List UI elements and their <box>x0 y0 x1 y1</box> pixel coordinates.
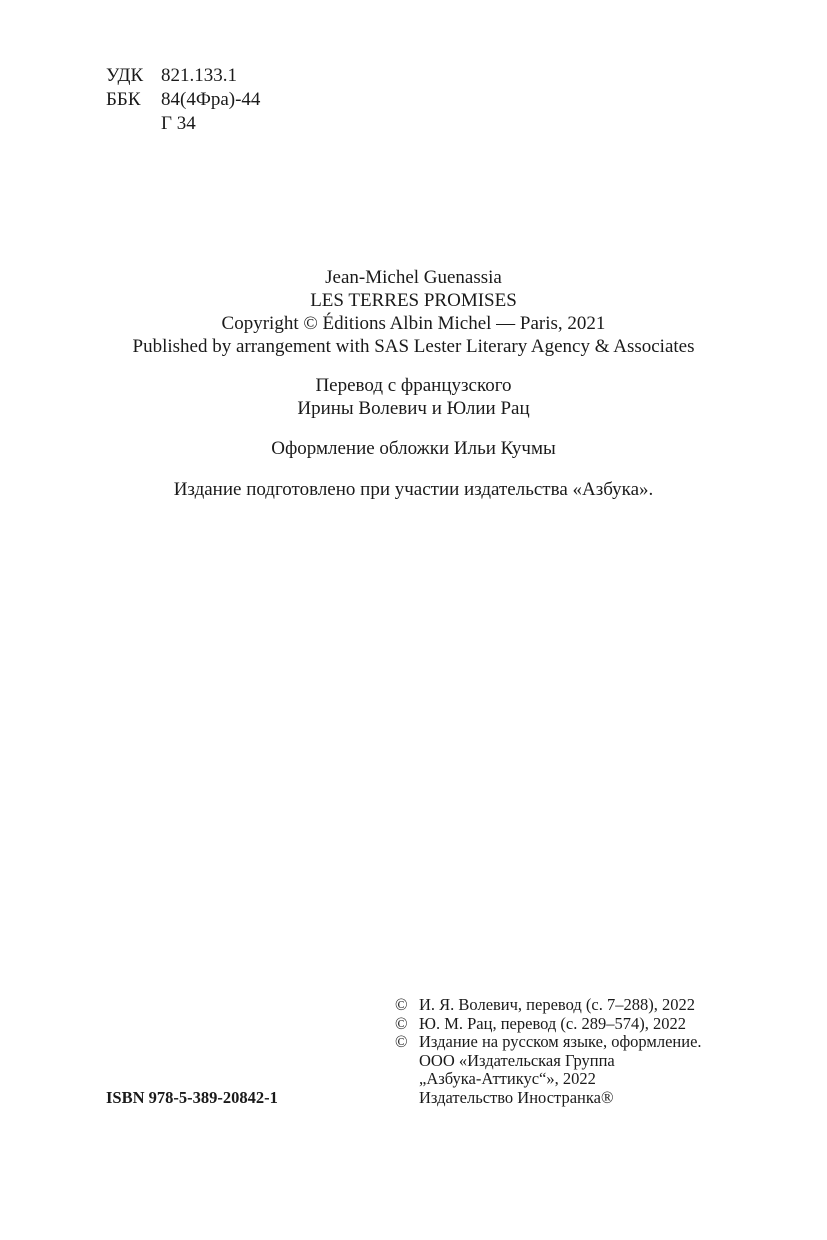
original-author: Jean-Michel Guenassia <box>325 267 502 288</box>
copyright-entry-text: Ю. М. Рац, перевод (с. 289–574), 2022 <box>419 1013 686 1033</box>
classification-block <box>106 64 260 136</box>
original-title: LES TERRES PROMISES <box>310 290 517 311</box>
author-mark <box>106 112 260 136</box>
copyright-entry-text: И. Я. Волевич, перевод (с. 7–288), 2022 <box>419 995 695 1014</box>
copyright-entry-text: Издание на русском языке, оформление. <box>419 1032 702 1052</box>
cover-design-credit: Оформление обложки Ильи Кучмы <box>271 438 556 459</box>
copyright-symbol: © <box>395 1032 408 1052</box>
copyright-entry-3 <box>395 1033 702 1052</box>
copyright-entry-2 <box>395 1015 702 1034</box>
isbn: ISBN 978-5-389-20842-1 <box>106 1088 278 1107</box>
translation-line-1: Перевод с французского <box>315 375 512 396</box>
prepared-note: Издание подготовлено при участии издательства «Азбука». <box>173 479 654 500</box>
copyright-notices <box>395 996 702 1108</box>
author-mark-value: Г 34 <box>161 113 196 134</box>
translation-credit <box>0 374 827 420</box>
original-edition-block <box>0 266 827 358</box>
translation-line-2: Ирины Волевич и Юлии Рац <box>297 398 530 419</box>
copyright-entry-1 <box>395 996 702 1015</box>
udk-row <box>106 64 260 88</box>
copyright-symbol: © <box>395 1013 408 1033</box>
copyright-symbol: © <box>395 995 408 1014</box>
arrangement-note: Published by arrangement with SAS Lester Literary Agency & Associates <box>132 336 695 357</box>
bbk-value: 84(4Фра)-44 <box>161 89 261 110</box>
copyright-entry-3-cont-1: ООО «Издательская Группа <box>419 1050 615 1070</box>
udk-label: УДК <box>106 65 144 86</box>
udk-value: 821.133.1 <box>161 65 237 86</box>
bbk-row <box>106 88 260 112</box>
bbk-label: ББК <box>106 89 141 110</box>
copyright-entry-3-cont-2: „Азбука-Аттикус“», 2022 <box>419 1069 596 1089</box>
original-copyright: Copyright © Éditions Albin Michel — Paris, 2021 <box>221 313 606 334</box>
copyright-entry-3-cont-3: Издательство Иностранка® <box>419 1087 614 1107</box>
